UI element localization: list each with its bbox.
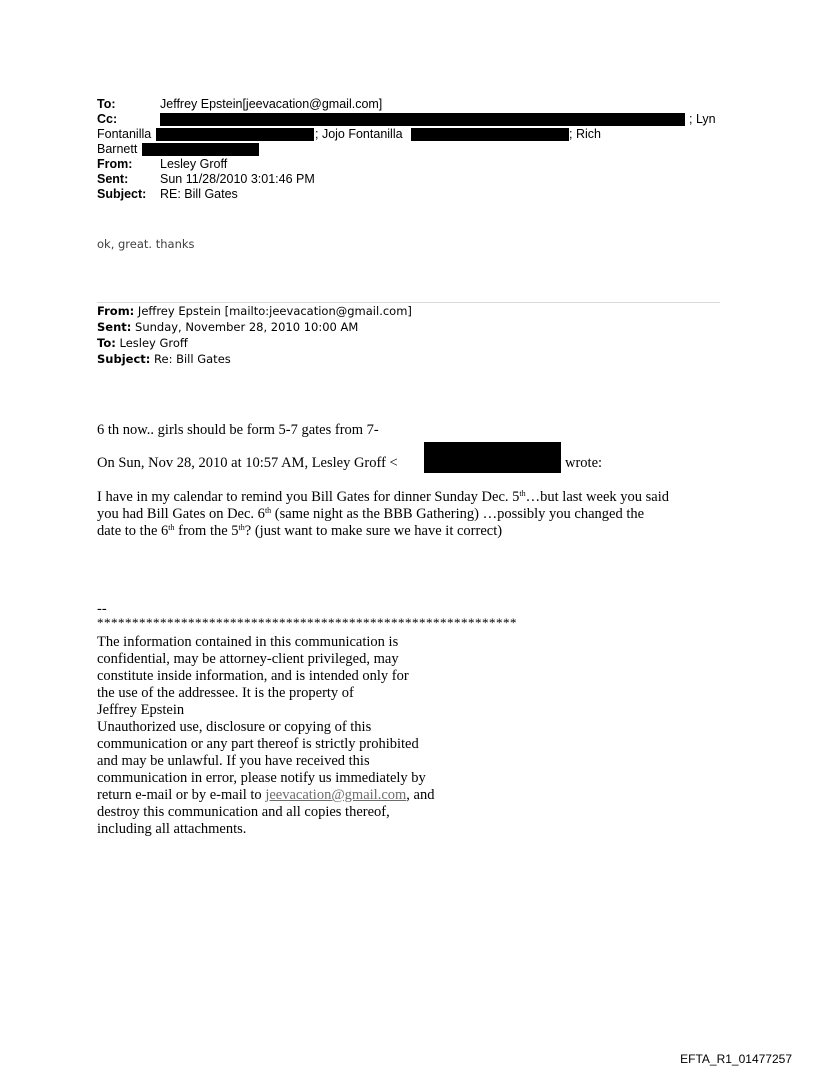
disclaimer-line: constitute inside information, and is intended only for <box>97 668 409 684</box>
forwarded-from-label: From: <box>97 304 135 318</box>
forwarded-sent-value: Sunday, November 28, 2010 10:00 AM <box>131 320 359 334</box>
forwarded-to-value: Lesley Groff <box>115 336 188 350</box>
forwarded-from-row <box>97 304 412 320</box>
disclaimer-line: destroy this communication and all copies thereof, <box>97 804 390 820</box>
sent-value: Sun 11/28/2010 3:01:46 PM <box>160 172 315 186</box>
forwarded-sent-row <box>97 320 358 336</box>
quote-text: I have in my calendar to remind you Bill Gates for dinner Sunday Dec. 5 <box>97 489 520 505</box>
quote-text: ? (just want to make sure we have it correct) <box>244 523 503 539</box>
disclaimer-line: confidential, may be attorney-client privileged, may <box>97 651 399 667</box>
quote-paragraph-line-2 <box>97 506 644 523</box>
forwarded-to-label: To: <box>97 336 116 350</box>
signature-dashes: -- <box>97 601 107 617</box>
from-label: From: <box>97 157 133 171</box>
cc-line1-end: ; Lyn <box>689 112 716 126</box>
divider <box>97 302 720 303</box>
quote-intro: On Sun, Nov 28, 2010 at 10:57 AM, Lesley Groff < <box>97 455 398 471</box>
ordinal-suffix: th <box>238 523 245 532</box>
to-value: Jeffrey Epstein[jeevacation@gmail.com] <box>160 97 383 111</box>
disclaimer-return-line <box>97 787 434 804</box>
disclaimer-text: , and <box>406 787 435 803</box>
redaction-box <box>411 128 569 141</box>
sent-label: Sent: <box>97 172 129 186</box>
quote-text: you had Bill Gates on Dec. 6 <box>97 506 265 522</box>
cc-name-rich: ; Rich <box>569 127 601 141</box>
reply-text: ok, great. thanks <box>97 237 195 251</box>
subject-value: RE: Bill Gates <box>160 187 238 201</box>
disclaimer-line: and may be unlawful. If you have received this <box>97 753 370 769</box>
redaction-box <box>160 113 685 126</box>
to-label: To: <box>97 97 116 111</box>
cc-name-jojo: ; Jojo Fontanilla <box>315 127 403 141</box>
forwarded-subject-row <box>97 352 231 368</box>
disclaimer-line: The information contained in this communication is <box>97 634 399 650</box>
redaction-box <box>156 128 314 141</box>
from-value: Lesley Groff <box>160 157 228 171</box>
redaction-box <box>142 143 259 156</box>
ordinal-suffix: th <box>519 489 526 498</box>
forwarded-from-value: Jeffrey Epstein [mailto:jeevacation@gmail.com] <box>134 304 412 318</box>
disclaimer-line: the use of the addressee. It is the property of <box>97 685 354 701</box>
forwarded-subject-value: Re: Bill Gates <box>150 352 231 366</box>
quote-paragraph-line-3 <box>97 523 502 540</box>
forwarded-subject-label: Subject: <box>97 352 151 366</box>
ordinal-suffix: th <box>168 523 175 532</box>
forwarded-sent-label: Sent: <box>97 320 132 334</box>
quote-text: date to the 6 <box>97 523 169 539</box>
signature-stars: ************************************************************ <box>97 615 517 630</box>
email-link[interactable]: jeevacation@gmail.com <box>265 787 407 803</box>
document-id: EFTA_R1_01477257 <box>680 1052 792 1066</box>
cc-label: Cc: <box>97 112 118 126</box>
ordinal-suffix: th <box>264 506 272 515</box>
quote-text: from the 5 <box>174 523 239 539</box>
quote-paragraph-line-1 <box>97 489 669 506</box>
quote-text: …but last week you said <box>525 489 670 505</box>
subject-label: Subject: <box>97 187 147 201</box>
message-line: 6 th now.. girls should be form 5-7 gates from 7- <box>97 422 379 438</box>
forwarded-to-row <box>97 336 188 352</box>
redaction-box <box>424 442 561 473</box>
disclaimer-line: including all attachments. <box>97 821 247 837</box>
disclaimer-line: Jeffrey Epstein <box>97 702 185 718</box>
cc-name-barnett: Barnett <box>97 142 138 156</box>
cc-name-fontanilla: Fontanilla <box>97 127 152 141</box>
disclaimer-line: communication or any part thereof is strictly prohibited <box>97 736 419 752</box>
disclaimer-line: Unauthorized use, disclosure or copying of this <box>97 719 372 735</box>
disclaimer-line: communication in error, please notify us immediately by <box>97 770 426 786</box>
disclaimer-text: return e-mail or by e-mail to <box>97 787 266 803</box>
quote-intro-row <box>97 455 398 472</box>
quote-wrote: wrote: <box>565 455 603 471</box>
quote-text: (same night as the BBB Gathering) …possibly you changed the <box>271 506 645 522</box>
